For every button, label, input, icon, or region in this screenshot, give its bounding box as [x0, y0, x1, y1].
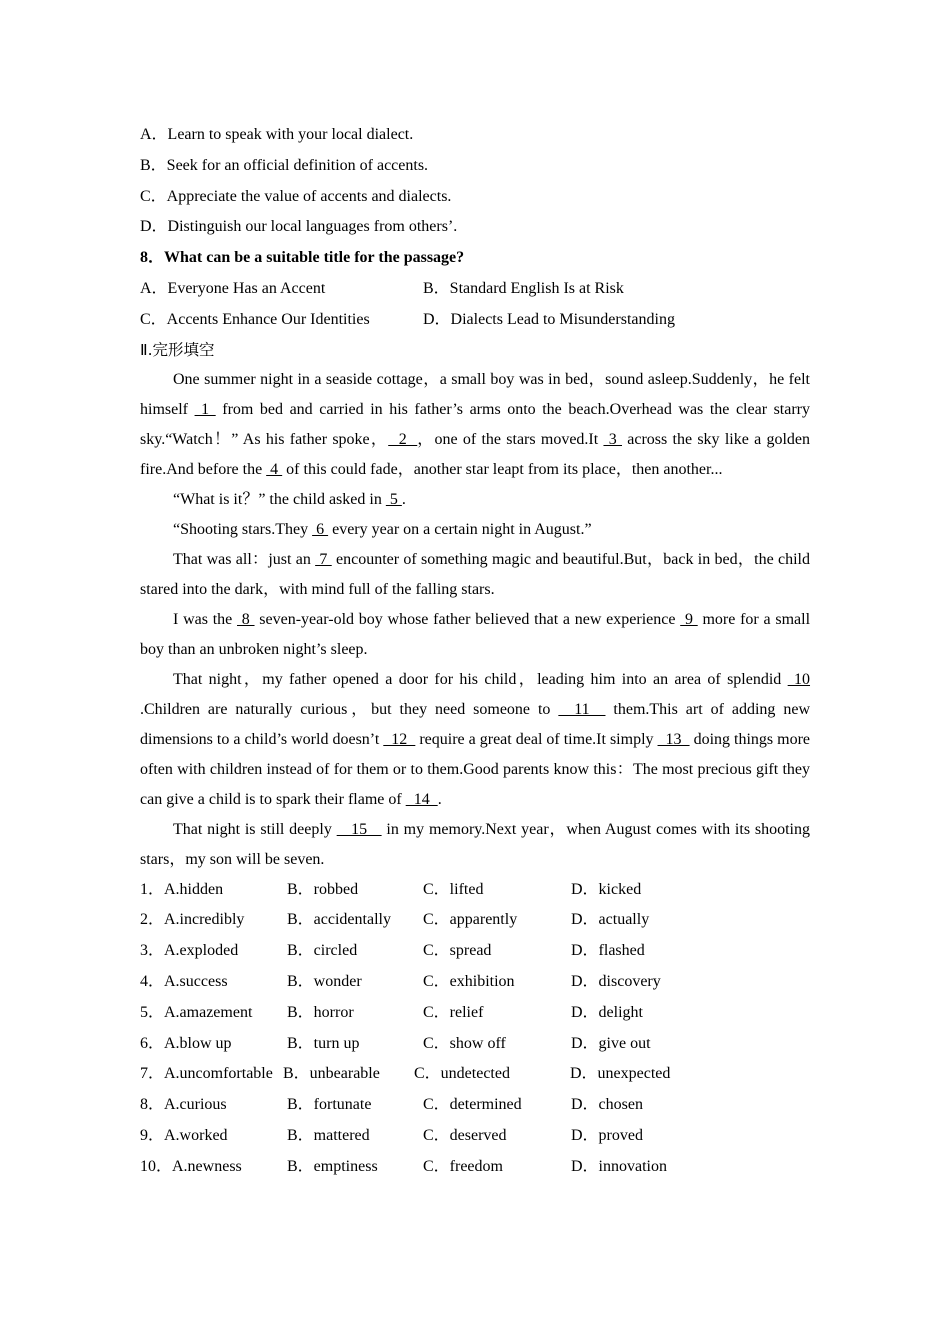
option-c: C．relief	[423, 1003, 484, 1021]
q8-options-row1	[140, 274, 810, 305]
blank-15: 15	[336, 820, 382, 838]
text-run: .Children are naturally curious，but they need someone to	[140, 700, 559, 718]
option-a: 6．A.blow up	[140, 1034, 232, 1052]
passage-paragraph-2	[140, 485, 810, 515]
option-a: 1．A.hidden	[140, 880, 224, 898]
option-d: D．discovery	[571, 972, 661, 990]
option-a: 4．A.success	[140, 972, 228, 990]
passage-paragraph-6	[140, 665, 810, 815]
blank-13: 13	[657, 730, 690, 748]
text-run: doing things more often with children instead of for them or to them.Good parents know this：The most precious gift they can give a child is to spark their flame of	[140, 730, 811, 808]
passage-paragraph-5	[140, 605, 810, 665]
section-title: Ⅱ.完形填空	[140, 340, 215, 359]
option-c: C．apparently	[423, 911, 518, 929]
q8-option-d: D．Dialects Lead to Misunderstanding	[423, 310, 675, 328]
text-run: One summer night in a seaside cottage，a small boy was in bed，sound asleep.Suddenly，he felt himself	[140, 370, 810, 418]
passage-paragraph-7	[140, 815, 810, 875]
q8-option-c: C．Accents Enhance Our Identities	[140, 310, 370, 328]
blank-14: 14	[405, 790, 438, 808]
blank-12: 12	[383, 730, 416, 748]
q7-option-a: A．Learn to speak with your local dialect.	[140, 126, 414, 143]
q7-option-c: C．Appreciate the value of accents and dialects.	[140, 187, 452, 205]
text-run: across the sky like a golden fire.And before the	[140, 430, 810, 478]
option-row	[140, 1152, 810, 1183]
option-a: 8．A.curious	[140, 1096, 227, 1114]
passage-paragraph-3	[140, 515, 810, 545]
option-row	[140, 905, 810, 936]
option-d: D．flashed	[571, 942, 645, 960]
option-a: 9．A.worked	[140, 1126, 228, 1144]
blank-10: 10	[787, 670, 811, 688]
option-b: B．emptiness	[287, 1157, 378, 1175]
option-row	[140, 936, 810, 967]
text-run: ，one of the stars moved.It	[417, 430, 604, 448]
option-d: D．kicked	[571, 880, 642, 898]
option-c: C．lifted	[423, 880, 484, 898]
q8-stem: 8．What can be a suitable title for the passage?	[140, 249, 465, 267]
text-run: seven-year-old boy whose father believed that a new experience	[254, 610, 681, 628]
blank-4: 4	[266, 460, 283, 478]
blank-6: 6	[312, 520, 329, 538]
option-b: B．robbed	[287, 880, 359, 898]
q7-option-d: D．Distinguish our local languages from others’.	[140, 218, 458, 236]
option-a: 2．A.incredibly	[140, 911, 245, 929]
cloze-options	[140, 875, 810, 1183]
passage-paragraph-4	[140, 545, 810, 605]
option-b: B．mattered	[287, 1126, 370, 1144]
option-c: C．determined	[423, 1096, 522, 1114]
text-run: them.This art of adding new dimensions to a child’s world doesn’t	[140, 700, 810, 748]
document-page	[140, 120, 810, 1183]
option-b: B．circled	[287, 942, 358, 960]
option-d: D．delight	[571, 1003, 643, 1021]
q8-option-b: B．Standard English Is at Risk	[423, 279, 624, 297]
option-c: C．exhibition	[423, 972, 515, 990]
option-d: D．chosen	[571, 1096, 643, 1114]
blank-3: 3	[603, 430, 622, 448]
blank-5: 5	[385, 490, 402, 508]
option-d: D．proved	[571, 1126, 643, 1144]
text-run: encounter of something magic and beautiful.But，back in bed，the child stared into the dark，with mind full of the falling stars.	[140, 550, 810, 598]
blank-8: 8	[237, 610, 255, 628]
option-d: D．give out	[571, 1034, 651, 1052]
option-row	[140, 1090, 810, 1121]
text-run: “Shooting stars.They	[173, 520, 313, 538]
text-run: .	[437, 790, 442, 808]
option-b: B．turn up	[287, 1034, 360, 1052]
text-run: I was the	[173, 610, 238, 628]
option-c: C．freedom	[423, 1157, 503, 1175]
text-run: of this could fade，another star leapt from its place，then another...	[282, 460, 723, 478]
option-a: 10．A.newness	[140, 1157, 242, 1175]
option-row	[140, 1121, 810, 1152]
option-d: D．unexpected	[570, 1065, 671, 1083]
q8-option-a: A．Everyone Has an Accent	[140, 279, 326, 297]
blank-9: 9	[680, 610, 698, 628]
option-d: D．innovation	[571, 1157, 667, 1175]
option-b: B．accidentally	[287, 911, 391, 929]
blank-2: 2	[388, 430, 418, 448]
q8-options-row2	[140, 305, 810, 336]
option-row	[140, 1029, 810, 1060]
passage-paragraph-1	[140, 365, 810, 485]
blank-11: 11	[558, 700, 606, 718]
text-run: require a great deal of time.It simply	[415, 730, 658, 748]
option-row	[140, 998, 810, 1029]
option-b: B．unbearable	[283, 1065, 380, 1083]
option-row	[140, 875, 810, 906]
option-row	[140, 1059, 810, 1090]
text-run: in my memory.Next year，when August comes with its shooting stars，my son will be seven.	[140, 820, 810, 868]
option-c: C．undetected	[414, 1065, 510, 1083]
text-run: from bed and carried in his father’s arms onto the beach.Overhead was the clear starry sky.“Watch！” As his father spoke，	[140, 400, 811, 448]
text-run: That night，my father opened a door for his child，leading him into an area of splendid	[173, 670, 788, 688]
text-run: .	[401, 490, 406, 508]
option-c: C．show off	[423, 1034, 506, 1052]
option-a: 3．A.exploded	[140, 942, 239, 960]
option-b: B．fortunate	[287, 1096, 372, 1114]
option-b: B．horror	[287, 1003, 354, 1021]
option-a: 5．A.amazement	[140, 1003, 253, 1021]
blank-7: 7	[315, 550, 332, 568]
option-row	[140, 967, 810, 998]
text-run: “What is it？” the child asked in	[173, 490, 386, 508]
option-d: D．actually	[571, 911, 650, 929]
text-run: more for a small boy than an unbroken night’s sleep.	[140, 610, 811, 658]
option-c: C．spread	[423, 942, 492, 960]
q7-option-b: B．Seek for an official definition of accents.	[140, 156, 429, 174]
option-b: B．wonder	[287, 972, 362, 990]
text-run: That was all：just an	[173, 550, 316, 568]
option-a: 7．A.uncomfortable	[140, 1065, 273, 1083]
blank-1: 1	[194, 400, 216, 418]
text-run: every year on a certain night in August.”	[328, 520, 592, 538]
option-c: C．deserved	[423, 1126, 507, 1144]
text-run: That night is still deeply	[173, 820, 337, 838]
